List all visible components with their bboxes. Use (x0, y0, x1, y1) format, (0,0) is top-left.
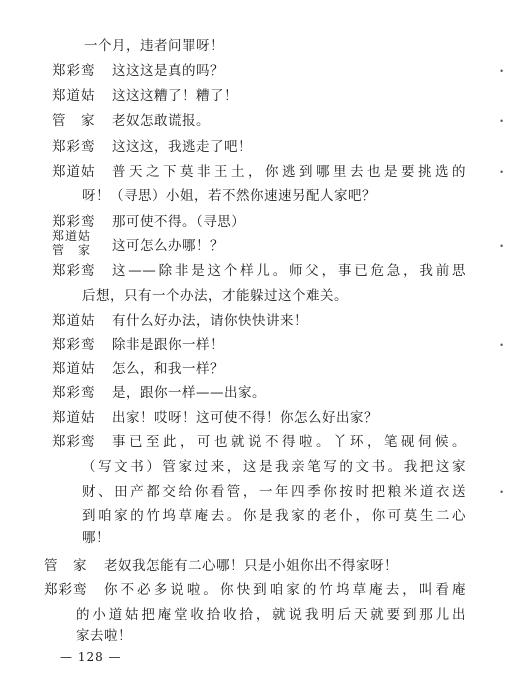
dialogue-text: 呀！（寻思）小姐，若不然你速速另配人家吧？ (82, 188, 376, 204)
speaker-name: 郑彩鸾 (52, 337, 96, 353)
speaker-name: 郑道姑 (52, 361, 96, 377)
dialogue-text: 家去啦！ (76, 628, 132, 644)
script-line (0, 113, 512, 137)
dialogue-text: 老奴我怎能有二心哪！只是小姐你出不得家呀！ (104, 558, 398, 574)
script-line (0, 459, 512, 483)
dialogue-text: 这这这是真的吗？ (112, 63, 224, 79)
script-line (0, 582, 512, 606)
script-line (0, 230, 512, 262)
script-line (0, 337, 512, 361)
margin-mark: • (499, 242, 504, 251)
dialogue-text: 这——除非是这个样儿。师父，事已危急，我前思 (112, 263, 466, 279)
speaker-name: 郑彩鸾 (52, 63, 96, 79)
dialogue-text: 这这这，我逃走了吧！ (112, 139, 252, 155)
speaker-name: 管 家 (44, 558, 88, 574)
dialogue-text: 财、田产都交给你看管，一年四季你按时把粮米道衣送 (82, 484, 466, 500)
script-line (0, 63, 512, 87)
speaker-name: 郑道姑 (52, 88, 96, 104)
script-line (0, 263, 512, 287)
dialogue-text: 是，跟你一样——出家。 (112, 385, 266, 401)
speaker-name: 郑道姑 (52, 313, 96, 329)
speaker-name: 郑彩鸾 (52, 263, 96, 279)
speaker-name: 郑彩鸾 (52, 385, 96, 401)
dialogue-text: 这这这糟了！糟了！ (112, 88, 238, 104)
script-line (0, 38, 512, 62)
page-number: — 128 — (60, 650, 122, 664)
speaker-name: 郑道姑 (52, 229, 92, 243)
dialogue-text: 你不必多说啦。你快到咱家的竹坞草庵去，叫看庵 (104, 582, 466, 598)
speaker-name: 郑彩鸾 (52, 214, 96, 230)
dialogue-text: 事已至此，可也就说不得啦。丫环，笔砚伺候。 (112, 434, 466, 450)
script-line (0, 88, 512, 112)
script-line (0, 288, 512, 312)
script-line (0, 410, 512, 434)
script-line (0, 385, 512, 409)
speaker-name: 管 家 (52, 113, 96, 129)
script-line (0, 434, 512, 458)
script-line (0, 313, 512, 337)
dialogue-text: 后想，只有一个办法，才能躲过这个难关。 (82, 288, 348, 304)
margin-mark: • (499, 168, 504, 177)
dialogue-text: （写文书）管家过来，这是我亲笔写的文书。我把这家 (82, 459, 466, 475)
speaker-name: 管 家 (52, 243, 92, 257)
dialogue-text: 到咱家的竹坞草庵去。你是我家的老仆，你可莫生二心 (82, 508, 466, 524)
dialogue-text: 那可使不得。（寻思） (112, 214, 246, 230)
margin-mark: • (499, 117, 504, 126)
script-line (0, 508, 512, 532)
script-line (0, 530, 512, 554)
speaker-name: 郑道姑 (52, 164, 96, 180)
margin-mark: • (499, 341, 504, 350)
script-line (0, 628, 512, 652)
script-line (0, 361, 512, 385)
speaker-name: 郑彩鸾 (52, 434, 96, 450)
speaker-name: 郑道姑 (52, 410, 96, 426)
margin-mark: • (499, 488, 504, 497)
dialogue-text: 除非是跟你一样！ (112, 337, 224, 353)
margin-mark: • (499, 67, 504, 76)
script-line (0, 484, 512, 508)
dialogue-text: 哪！ (82, 530, 110, 546)
script-line (0, 164, 512, 188)
speaker-name: 郑彩鸾 (44, 582, 88, 598)
dialogue-text: 普天之下莫非王土，你逃到哪里去也是要挑选的 (112, 164, 466, 180)
dialogue-text: 有什么好办法，请你快快讲来！ (112, 313, 308, 329)
dialogue-text: 一个月，违者问罪呀！ (84, 38, 224, 54)
dialogue-text: 这可怎么办哪！？ (112, 238, 224, 254)
script-line (0, 558, 512, 582)
dialogue-text: 出家！哎呀！这可使不得！你怎么好出家？ (112, 410, 378, 426)
script-line (0, 139, 512, 163)
dialogue-text: 老奴怎敢谎报。 (112, 113, 210, 129)
script-line (0, 188, 512, 212)
dialogue-text: 怎么，和我一样？ (112, 361, 224, 377)
dialogue-text: 的小道姑把庵堂收拾收拾，就说我明后天就要到那儿出 (76, 607, 466, 623)
speaker-name: 郑彩鸾 (52, 139, 96, 155)
